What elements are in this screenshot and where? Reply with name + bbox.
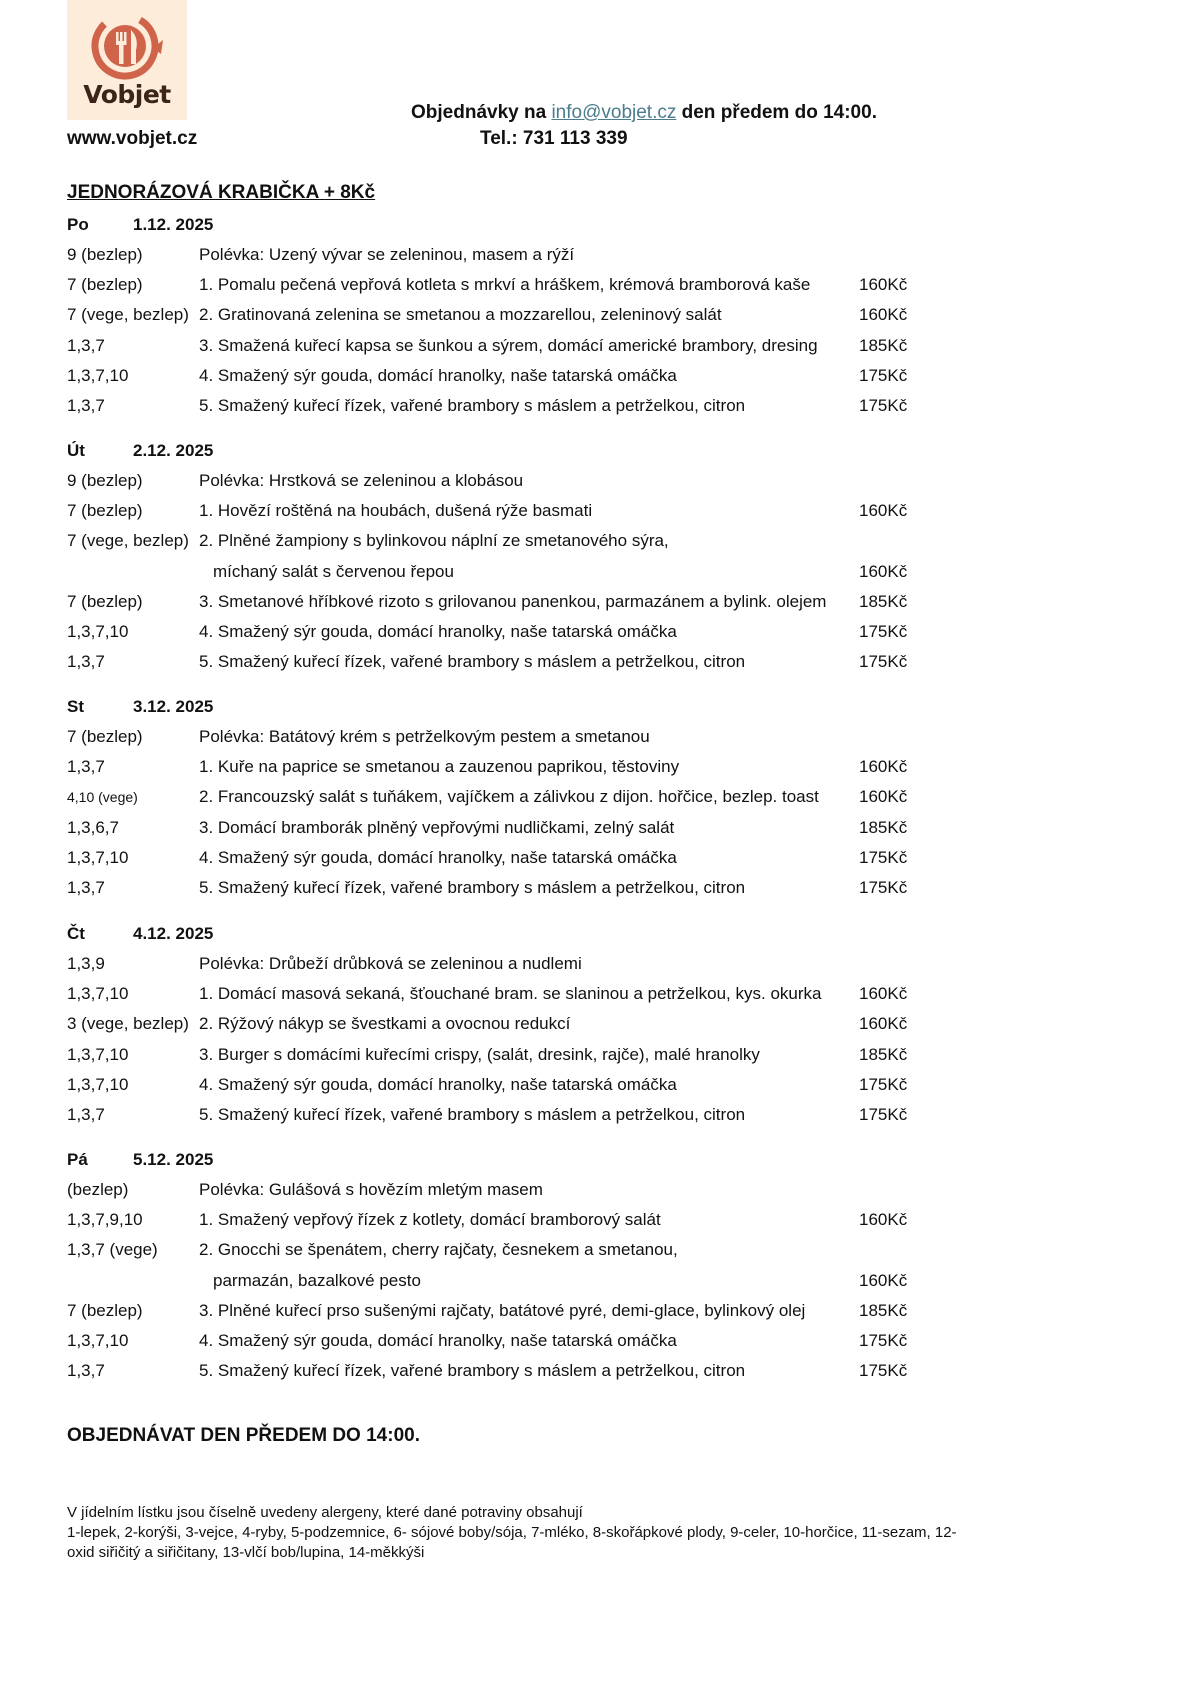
menu-row [0, 757, 1190, 787]
section-title: JEDNORÁZOVÁ KRABIČKA + 8Kč [67, 182, 376, 203]
dish-name: 4. Smažený sýr gouda, domácí hranolky, naše tatarská omáčka [199, 1331, 677, 1350]
dish-name: 5. Smažený kuřecí řízek, vařené brambory s máslem a petrželkou, citron [199, 878, 746, 897]
allergen-codes: 1,3,7 [67, 652, 105, 672]
closing-note: OBJEDNÁVAT DEN PŘEDEM DO 14:00. [67, 1425, 420, 1446]
allergen-codes: 1,3,7 [67, 1361, 105, 1381]
allergen-codes: 1,3,7 [67, 396, 105, 415]
dish-name: Polévka: Batátový krém s petrželkovým pestem a smetanou [199, 727, 650, 746]
dish-price: 175Kč [859, 1361, 908, 1381]
dish-name: 1. Pomalu pečená vepřová kotleta s mrkví a hráškem, krémová bramborová kaše [199, 275, 811, 295]
dish-price: 185Kč [859, 591, 908, 611]
fork-knife-cycle-icon [89, 10, 167, 82]
allergen-codes: 1,3,7 [67, 335, 105, 355]
dish-price: 175Kč [859, 396, 908, 415]
allergen-codes: 1,3,7 [67, 757, 105, 777]
menu-row [0, 531, 1190, 561]
menu-row [0, 471, 1190, 501]
dish-price: 160Kč [859, 1270, 908, 1290]
dish-name: 5. Smažený kuřecí řízek, vařené brambory s máslem a petrželkou, citron [199, 652, 746, 672]
menu-row [0, 366, 1190, 396]
dish-price: 175Kč [859, 878, 908, 897]
menu-row [0, 984, 1190, 1014]
day-name: Pá [67, 1150, 88, 1169]
dish-price: 160Kč [859, 757, 908, 777]
dish-price: 160Kč [859, 275, 908, 295]
dish-name: parmazán, bazalkové pesto [213, 1270, 421, 1290]
dish-name: 2. Gnocchi se špenátem, cherry rajčaty, česnekem a smetanou, [199, 1240, 678, 1260]
day-heading [67, 215, 213, 235]
allergen-codes: 1,3,7,10 [67, 847, 129, 867]
menu-row [0, 1271, 1190, 1301]
dish-name: 3. Burger s domácími kuřecími crispy, (salát, dresink, rajče), malé hranolky [199, 1044, 760, 1064]
menu-row [0, 848, 1190, 878]
dish-name: 3. Smetanové hříbkové rizoto s grilovanou panenkou, parmazánem a bylink. olejem [199, 591, 827, 611]
dish-price: 175Kč [859, 652, 908, 672]
allergen-intro: V jídelním lístku jsou číselně uvedeny alergeny, které dané potraviny obsahují [67, 1504, 583, 1521]
menu-row [0, 562, 1190, 592]
dish-price: 185Kč [859, 817, 908, 837]
menu-row [0, 787, 1190, 817]
menu-row [0, 954, 1190, 984]
menu-row [0, 622, 1190, 652]
allergen-codes: 9 (bezlep) [67, 471, 143, 490]
dish-price: 160Kč [859, 984, 908, 1004]
dish-price: 160Kč [859, 305, 908, 325]
dish-name: 2. Plněné žampiony s bylinkovou náplní ze smetanového sýra, [199, 531, 669, 551]
menu-row [0, 1240, 1190, 1270]
menu-row [0, 1331, 1190, 1361]
allergen-codes: (bezlep) [67, 1180, 129, 1199]
allergen-codes: 1,3,7 [67, 878, 105, 897]
menu-row [0, 501, 1190, 531]
allergen-codes: 1,3,7,10 [67, 1074, 129, 1094]
dish-name: 4. Smažený sýr gouda, domácí hranolky, naše tatarská omáčka [199, 365, 677, 385]
dish-name: 1. Domácí masová sekaná, šťouchané bram. se slaninou a petrželkou, kys. okurka [199, 984, 822, 1004]
allergen-list: 1-lepek, 2-korýši, 3-vejce, 4-ryby, 5-podzemnice, 6- sójové boby/sója, 7-mléko, 8-skořápkové plody, 9-celer, 10-horčice, 11-sezam, 12- [67, 1524, 957, 1541]
allergen-codes: 9 (bezlep) [67, 245, 143, 264]
allergen-codes: 1,3,9 [67, 954, 105, 973]
order-suffix: den předem do 14:00. [676, 102, 877, 123]
menu-row [0, 245, 1190, 275]
vobjet-logo [67, 0, 187, 120]
allergen-list-cont: oxid siřičitý a siřičitany, 13-vlčí bob/lupina, 14-měkkýši [67, 1544, 425, 1561]
day-date: 5.12. 2025 [133, 1150, 214, 1169]
allergen-codes: 1,3,7,10 [67, 1331, 129, 1350]
menu-row [0, 878, 1190, 908]
day-date: 3.12. 2025 [133, 697, 214, 716]
dish-name: 1. Kuře na paprice se smetanou a zauzenou paprikou, těstoviny [199, 757, 680, 777]
dish-price: 185Kč [859, 1044, 908, 1064]
day-heading [67, 1150, 213, 1170]
dish-price: 175Kč [859, 1105, 908, 1124]
dish-name: 1. Hovězí roštěná na houbách, dušená rýže basmati [199, 501, 593, 521]
allergen-codes: 1,3,7,10 [67, 622, 129, 641]
allergen-codes: 7 (vege, bezlep) [67, 531, 189, 551]
dish-name: Polévka: Gulášová s hovězím mletým masem [199, 1180, 543, 1199]
menu-row [0, 818, 1190, 848]
dish-name: 2. Rýžový nákyp se švestkami a ovocnou redukcí [199, 1014, 571, 1034]
dish-name: 3. Plněné kuřecí prso sušenými rajčaty, batátové pyré, demi-glace, bylinkový olej [199, 1300, 806, 1320]
allergen-codes: 1,3,7 (vege) [67, 1240, 158, 1260]
menu-row [0, 1361, 1190, 1391]
allergen-codes: 7 (bezlep) [67, 275, 143, 295]
day-date: 4.12. 2025 [133, 924, 214, 943]
order-info [411, 102, 877, 124]
menu-row [0, 305, 1190, 335]
dish-name: 2. Gratinovaná zelenina se smetanou a mozzarellou, zeleninový salát [199, 305, 722, 325]
allergen-codes: 4,10 (vege) [67, 789, 138, 806]
menu-row [0, 1014, 1190, 1044]
menu-row [0, 396, 1190, 426]
menu-row [0, 1105, 1190, 1135]
dish-name: 2. Francouzský salát s tuňákem, vajíčkem a zálivkou z dijon. hořčice, bezlep. toast [199, 787, 819, 807]
day-name: Čt [67, 924, 85, 943]
menu-row [0, 652, 1190, 682]
allergen-codes: 3 (vege, bezlep) [67, 1014, 189, 1034]
menu-row [0, 1180, 1190, 1210]
dish-price: 160Kč [859, 501, 908, 521]
day-heading [67, 441, 213, 461]
dish-name: 4. Smažený sýr gouda, domácí hranolky, naše tatarská omáčka [199, 847, 677, 867]
dish-price: 160Kč [859, 561, 908, 581]
dish-name: 5. Smažený kuřecí řízek, vařené brambory s máslem a petrželkou, citron [199, 1361, 746, 1381]
dish-name: míchaný salát s červenou řepou [213, 561, 454, 581]
menu-row [0, 727, 1190, 757]
menu-row [0, 592, 1190, 622]
dish-name: Polévka: Uzený vývar se zeleninou, masem a rýží [199, 245, 575, 264]
dish-price: 175Kč [859, 1074, 908, 1094]
dish-price: 160Kč [859, 1210, 908, 1230]
allergen-codes: 1,3,7,10 [67, 1044, 129, 1064]
website-link[interactable]: www.vobjet.cz [67, 128, 198, 149]
dish-name: Polévka: Hrstková se zeleninou a klobásou [199, 471, 524, 490]
day-heading [67, 924, 213, 944]
dish-name: 1. Smažený vepřový řízek z kotlety, domácí bramborový salát [199, 1210, 661, 1230]
allergen-codes: 7 (bezlep) [67, 1300, 143, 1320]
dish-name: 4. Smažený sýr gouda, domácí hranolky, naše tatarská omáčka [199, 622, 677, 641]
allergen-codes: 1,3,6,7 [67, 817, 119, 837]
allergen-codes: 7 (bezlep) [67, 501, 143, 521]
day-date: 1.12. 2025 [133, 215, 214, 234]
allergen-codes: 1,3,7,10 [67, 984, 129, 1004]
menu-row [0, 1075, 1190, 1105]
dish-price: 160Kč [859, 787, 908, 807]
allergen-codes: 1,3,7 [67, 1105, 105, 1124]
dish-name: 3. Domácí bramborák plněný vepřovými nudličkami, zelný salát [199, 817, 675, 837]
dish-price: 175Kč [859, 1331, 908, 1350]
dish-name: Polévka: Drůbeží drůbková se zeleninou a nudlemi [199, 954, 582, 973]
allergen-codes: 7 (bezlep) [67, 727, 143, 746]
menu-row [0, 1045, 1190, 1075]
dish-price: 175Kč [859, 847, 908, 867]
menu-row [0, 1210, 1190, 1240]
dish-price: 185Kč [859, 335, 908, 355]
allergen-codes: 1,3,7,9,10 [67, 1210, 143, 1230]
dish-price: 160Kč [859, 1014, 908, 1034]
allergen-footer [67, 1503, 1047, 1563]
dish-name: 5. Smažený kuřecí řízek, vařené brambory s máslem a petrželkou, citron [199, 396, 746, 415]
dish-price: 185Kč [859, 1300, 908, 1320]
day-name: Út [67, 441, 85, 460]
day-heading [67, 697, 213, 717]
day-name: St [67, 697, 84, 716]
dish-name: 5. Smažený kuřecí řízek, vařené brambory s máslem a petrželkou, citron [199, 1105, 746, 1124]
allergen-codes: 1,3,7,10 [67, 365, 129, 385]
day-name: Po [67, 215, 89, 234]
allergen-codes: 7 (bezlep) [67, 591, 143, 611]
phone-number: Tel.: 731 113 339 [480, 128, 628, 149]
allergen-codes: 7 (vege, bezlep) [67, 305, 189, 325]
menu-row [0, 275, 1190, 305]
email-link[interactable]: info@vobjet.cz [551, 102, 677, 123]
order-prefix: Objednávky na [411, 102, 552, 123]
dish-price: 175Kč [859, 365, 908, 385]
dish-name: 4. Smažený sýr gouda, domácí hranolky, naše tatarská omáčka [199, 1074, 677, 1094]
dish-price: 175Kč [859, 622, 908, 641]
menu-row [0, 336, 1190, 366]
dish-name: 3. Smažená kuřecí kapsa se šunkou a sýrem, domácí americké brambory, dresing [199, 335, 818, 355]
brand-name: Vobjet [83, 80, 171, 109]
day-date: 2.12. 2025 [133, 441, 214, 460]
menu-row [0, 1301, 1190, 1331]
